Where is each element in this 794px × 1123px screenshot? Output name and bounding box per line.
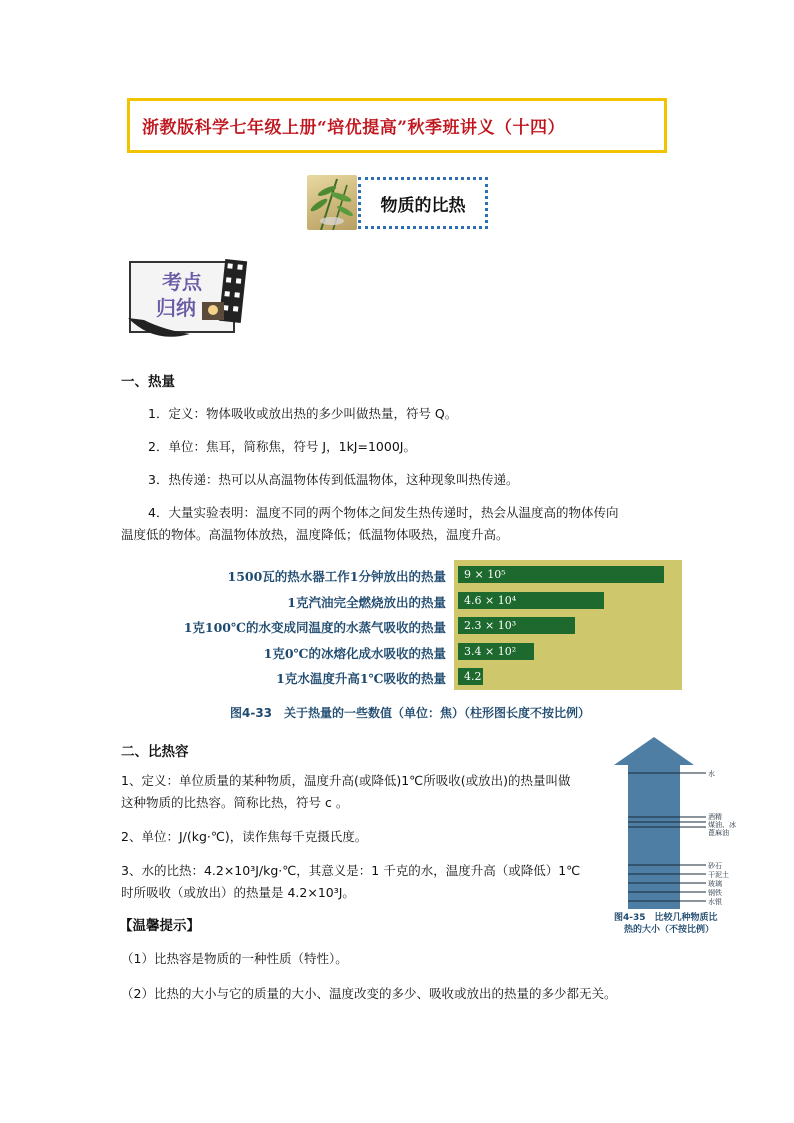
chart-category-label: 1克0℃的冰熔化成水吸收的热量 (263, 645, 446, 661)
section1-item-3: 3．热传递：热可以从高温物体传到低温物体，这种现象叫热传递。 (148, 472, 519, 487)
label-alcohol: 酒精 (708, 813, 722, 821)
chart-category-label: 1克水温度升高1℃吸收的热量 (276, 671, 446, 686)
label-water: 水 (708, 770, 715, 778)
section2-heading: 二、比热容 (121, 744, 189, 760)
section1-item-4-line2: 温度低的物体。高温物体放热，温度降低；低温物体吸热，温度升高。 (121, 527, 509, 542)
section2-def-line2: 这种物质的比热容。简称比热，符号 c 。 (121, 795, 349, 810)
label-sand: 砂石 (708, 862, 722, 870)
page-title: 浙教版科学七年级上册“培优提高”秋季班讲义（十四） (142, 118, 566, 138)
label-glass: 玻璃 (708, 880, 722, 888)
up-arrow-icon (614, 737, 774, 912)
label-kerosene-ice: 煤油、冰 (708, 821, 736, 829)
heat-values-chart (183, 560, 682, 690)
arrow-caption-line1: 图4-35 比较几种物质比 (614, 913, 718, 923)
badge-line1: 考点 (162, 270, 202, 294)
bamboo-icon (307, 175, 357, 230)
tips-item-2: （2）比热的大小与它的质量的大小、温度改变的多少、吸收或放出的热量的多少都无关。 (121, 986, 617, 1001)
chart-category-label: 1克汽油完全燃烧放出的热量 (287, 594, 446, 610)
section1-heading: 一、热量 (121, 374, 175, 390)
chart-bar (458, 668, 483, 685)
chart-panel (454, 560, 682, 690)
kaodian-badge (124, 258, 250, 344)
tips-item-1: （1）比热容是物质的一种性质（特性）。 (121, 951, 348, 966)
specific-heat-arrow-figure (614, 737, 774, 937)
arrow-figure-caption (614, 912, 744, 936)
chart-bar (458, 617, 575, 634)
chart-bar (458, 566, 664, 583)
section2-water-line2: 时所吸收（或放出）的热量是 4.2×10³J。 (121, 885, 355, 900)
chart-value-label: 9 × 10⁵ (464, 568, 506, 581)
header-title-box (127, 98, 667, 153)
label-castor-oil: 蓖麻油 (708, 829, 729, 837)
badge-line2: 归纳 (156, 296, 196, 320)
section2-def-line1: 1、定义：单位质量的某种物质，温度升高(或降低)1℃所吸收(或放出)的热量叫做 (121, 773, 571, 788)
chart-bar (458, 643, 534, 660)
chart-value-label: 4.6 × 10⁴ (464, 593, 517, 607)
section1-item-1: 1．定义：物体吸收或放出热的多少叫做热量，符号 Q。 (148, 406, 458, 421)
chart-category-label: 1500瓦的热水器工作1分钟放出的热量 (227, 569, 446, 584)
section2-unit: 2、单位：J/(kg·℃)，读作焦每千克摄氏度。 (121, 829, 368, 844)
section1-item-4-line1: 4．大量实验表明：温度不同的两个物体之间发生热传递时，热会从温度高的物体传向 (148, 505, 619, 520)
section1-item-2: 2．单位：焦耳，简称焦，符号 J，1kJ=1000J。 (148, 439, 416, 454)
chart-caption: 图4-33 关于热量的一些数值（单位：焦）（柱形图长度不按比例） (230, 706, 591, 720)
label-iron: 钢铁 (708, 889, 722, 897)
topic-title: 物质的比热 (380, 195, 466, 216)
bamboo-image (307, 175, 357, 230)
section2-water-line1: 3、水的比热：4.2×10³J/kg·℃，其意义是：1 千克的水，温度升高（或降低）1℃ (121, 863, 581, 878)
tips-title: 【温馨提示】 (119, 918, 200, 934)
label-mercury: 水银 (708, 898, 722, 906)
topic-box (358, 177, 488, 229)
arrow-caption-line2: 热的大小（不按比例） (624, 925, 715, 935)
chart-category-label: 1克100℃的水变成同温度的水蒸气吸收的热量 (183, 620, 446, 635)
chart-bar (458, 592, 604, 609)
chart-value-label: 3.4 × 10² (464, 644, 517, 658)
chart-value-label: 2.3 × 10³ (464, 619, 517, 632)
chart-value-label: 4.2 (464, 670, 482, 683)
label-dry-soil: 干泥土 (708, 871, 729, 879)
